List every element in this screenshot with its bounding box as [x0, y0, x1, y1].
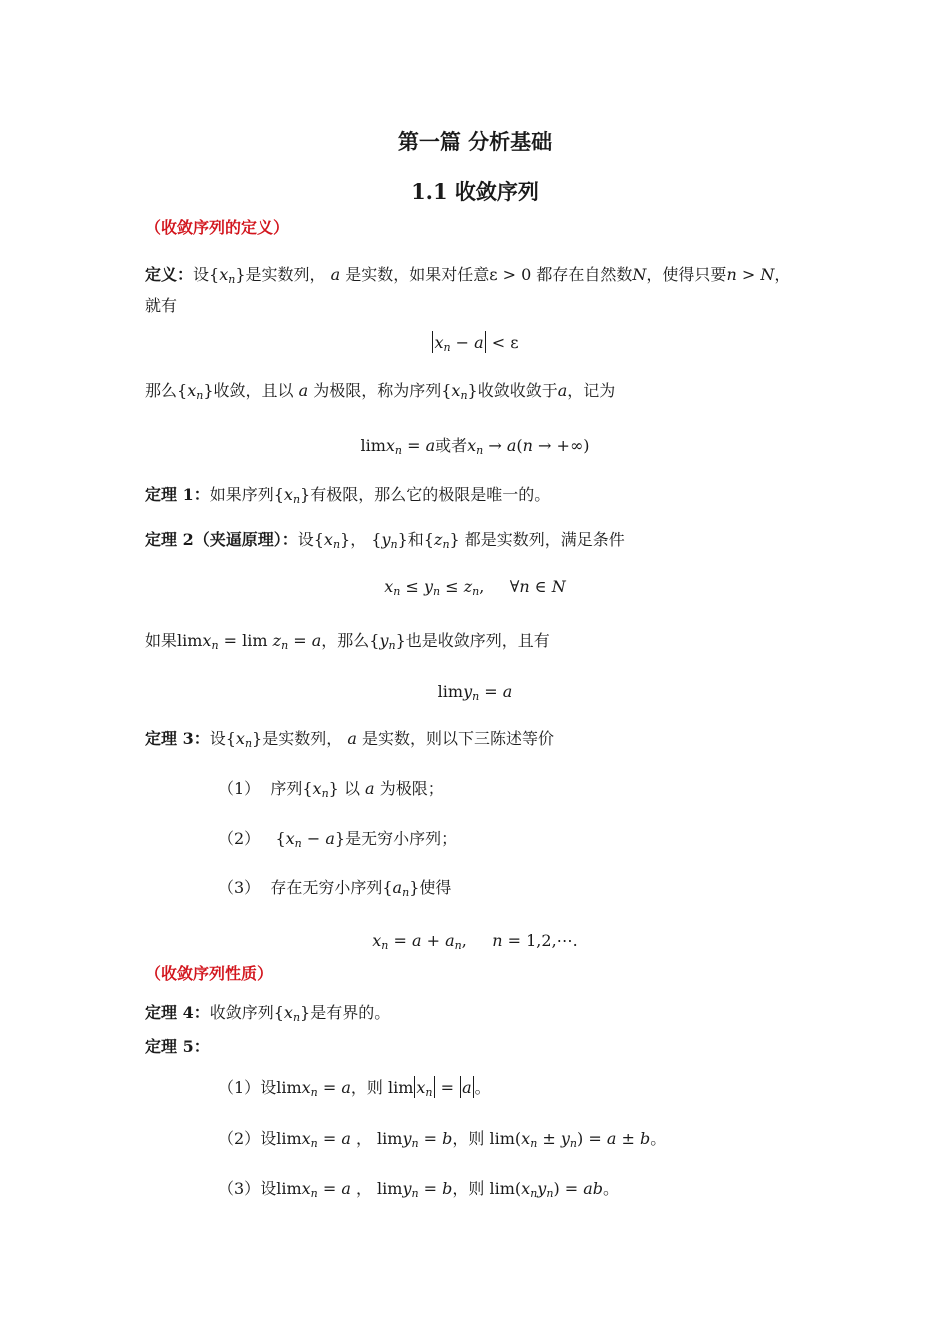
section-heading-properties: （收敛序列性质） — [145, 964, 274, 983]
theorem-5-item-3: （3）设limx$_n$ = a ， limy$_n$ = b，则 $\lim(x_ny_n)$ = ab。 — [218, 1179, 620, 1200]
theorem-2-label: 定理 2（夹逼原理）： — [145, 530, 298, 549]
theorem-1: 定理 1：如果序列$\{x_n\}$有极限，那么它的极限是唯一的。 — [145, 485, 551, 506]
theorem-5-item-2: （2）设limx$_n$ = a ， limy$_n$ = b，则 $\lim(x_n \pm y_n) = a \pm b$。 — [218, 1129, 667, 1150]
theorem-3: 定理 3：设$\{x_n\}$是实数列， a 是实数，则以下三陈述等价 — [145, 729, 554, 750]
theorem-1-label: 定理 1： — [145, 485, 210, 504]
theorem-3-item-1: （1） 序列$\{x_n\}$ 以 a 为极限； — [218, 779, 444, 800]
theorem-3-item-3: （3） 存在无穷小序列$\{a_n\}$使得 — [218, 878, 452, 899]
formula-squeeze: $x_n \le y_n \le z_n$, ∀n ∈ N — [384, 577, 566, 598]
theorem-4: 定理 4：收敛序列$\{x_n\}$是有界的。 — [145, 1003, 391, 1024]
theorem-2-conclusion: 如果$\lim x_n = \lim z_n = a$，那么$\{y_n\}$也是收敛序列，且有 — [145, 631, 550, 652]
theorem-3-item-2: （2） $\{x_n - a\}$是无穷小序列； — [218, 829, 458, 850]
formula-epsilon: $x_n - a < \varepsilon$ — [434, 333, 519, 354]
theorem-3-label: 定理 3： — [145, 729, 210, 748]
formula-lim-y: limy$_n$ = a — [437, 682, 513, 703]
part-title: 第一篇 分析基础 — [397, 129, 553, 154]
definition-line-2: 就有 — [145, 296, 178, 315]
section-heading-definition: （收敛序列的定义） — [145, 218, 290, 237]
definition-label: 定义： — [145, 265, 194, 284]
theorem-5-label: 定理 5： — [145, 1037, 210, 1056]
formula-decomposition: $x_n = a + a_n$, n = 1,2,⋯. — [372, 931, 578, 952]
section-title: 1.1 收敛序列 — [411, 179, 539, 204]
definition-line: 定义：设$\{x_n\}$是实数列， a 是实数，如果对任意ε > 0 都存在自然数N，使得只要n > N， — [145, 265, 791, 286]
theorem-5-item-1: （1）设limx$_n$ = a，则 $\lim x_n = a$ 。 — [218, 1078, 491, 1099]
convergence-statement: 那么$\{x_n\}$收敛，且以 a 为极限，称为序列$\{x_n\}$收敛收敛于a，记为 — [145, 381, 616, 402]
theorem-4-label: 定理 4： — [145, 1003, 210, 1022]
formula-limit: limx$_n$ = a或者$x_n \to a(n$ → +∞) — [360, 436, 590, 457]
theorem-2: 定理 2（夹逼原理）：设$\{x_n\}$， $\{y_n\}$和$\{z_n\}$ 都是实数列，满足条件 — [145, 530, 625, 551]
